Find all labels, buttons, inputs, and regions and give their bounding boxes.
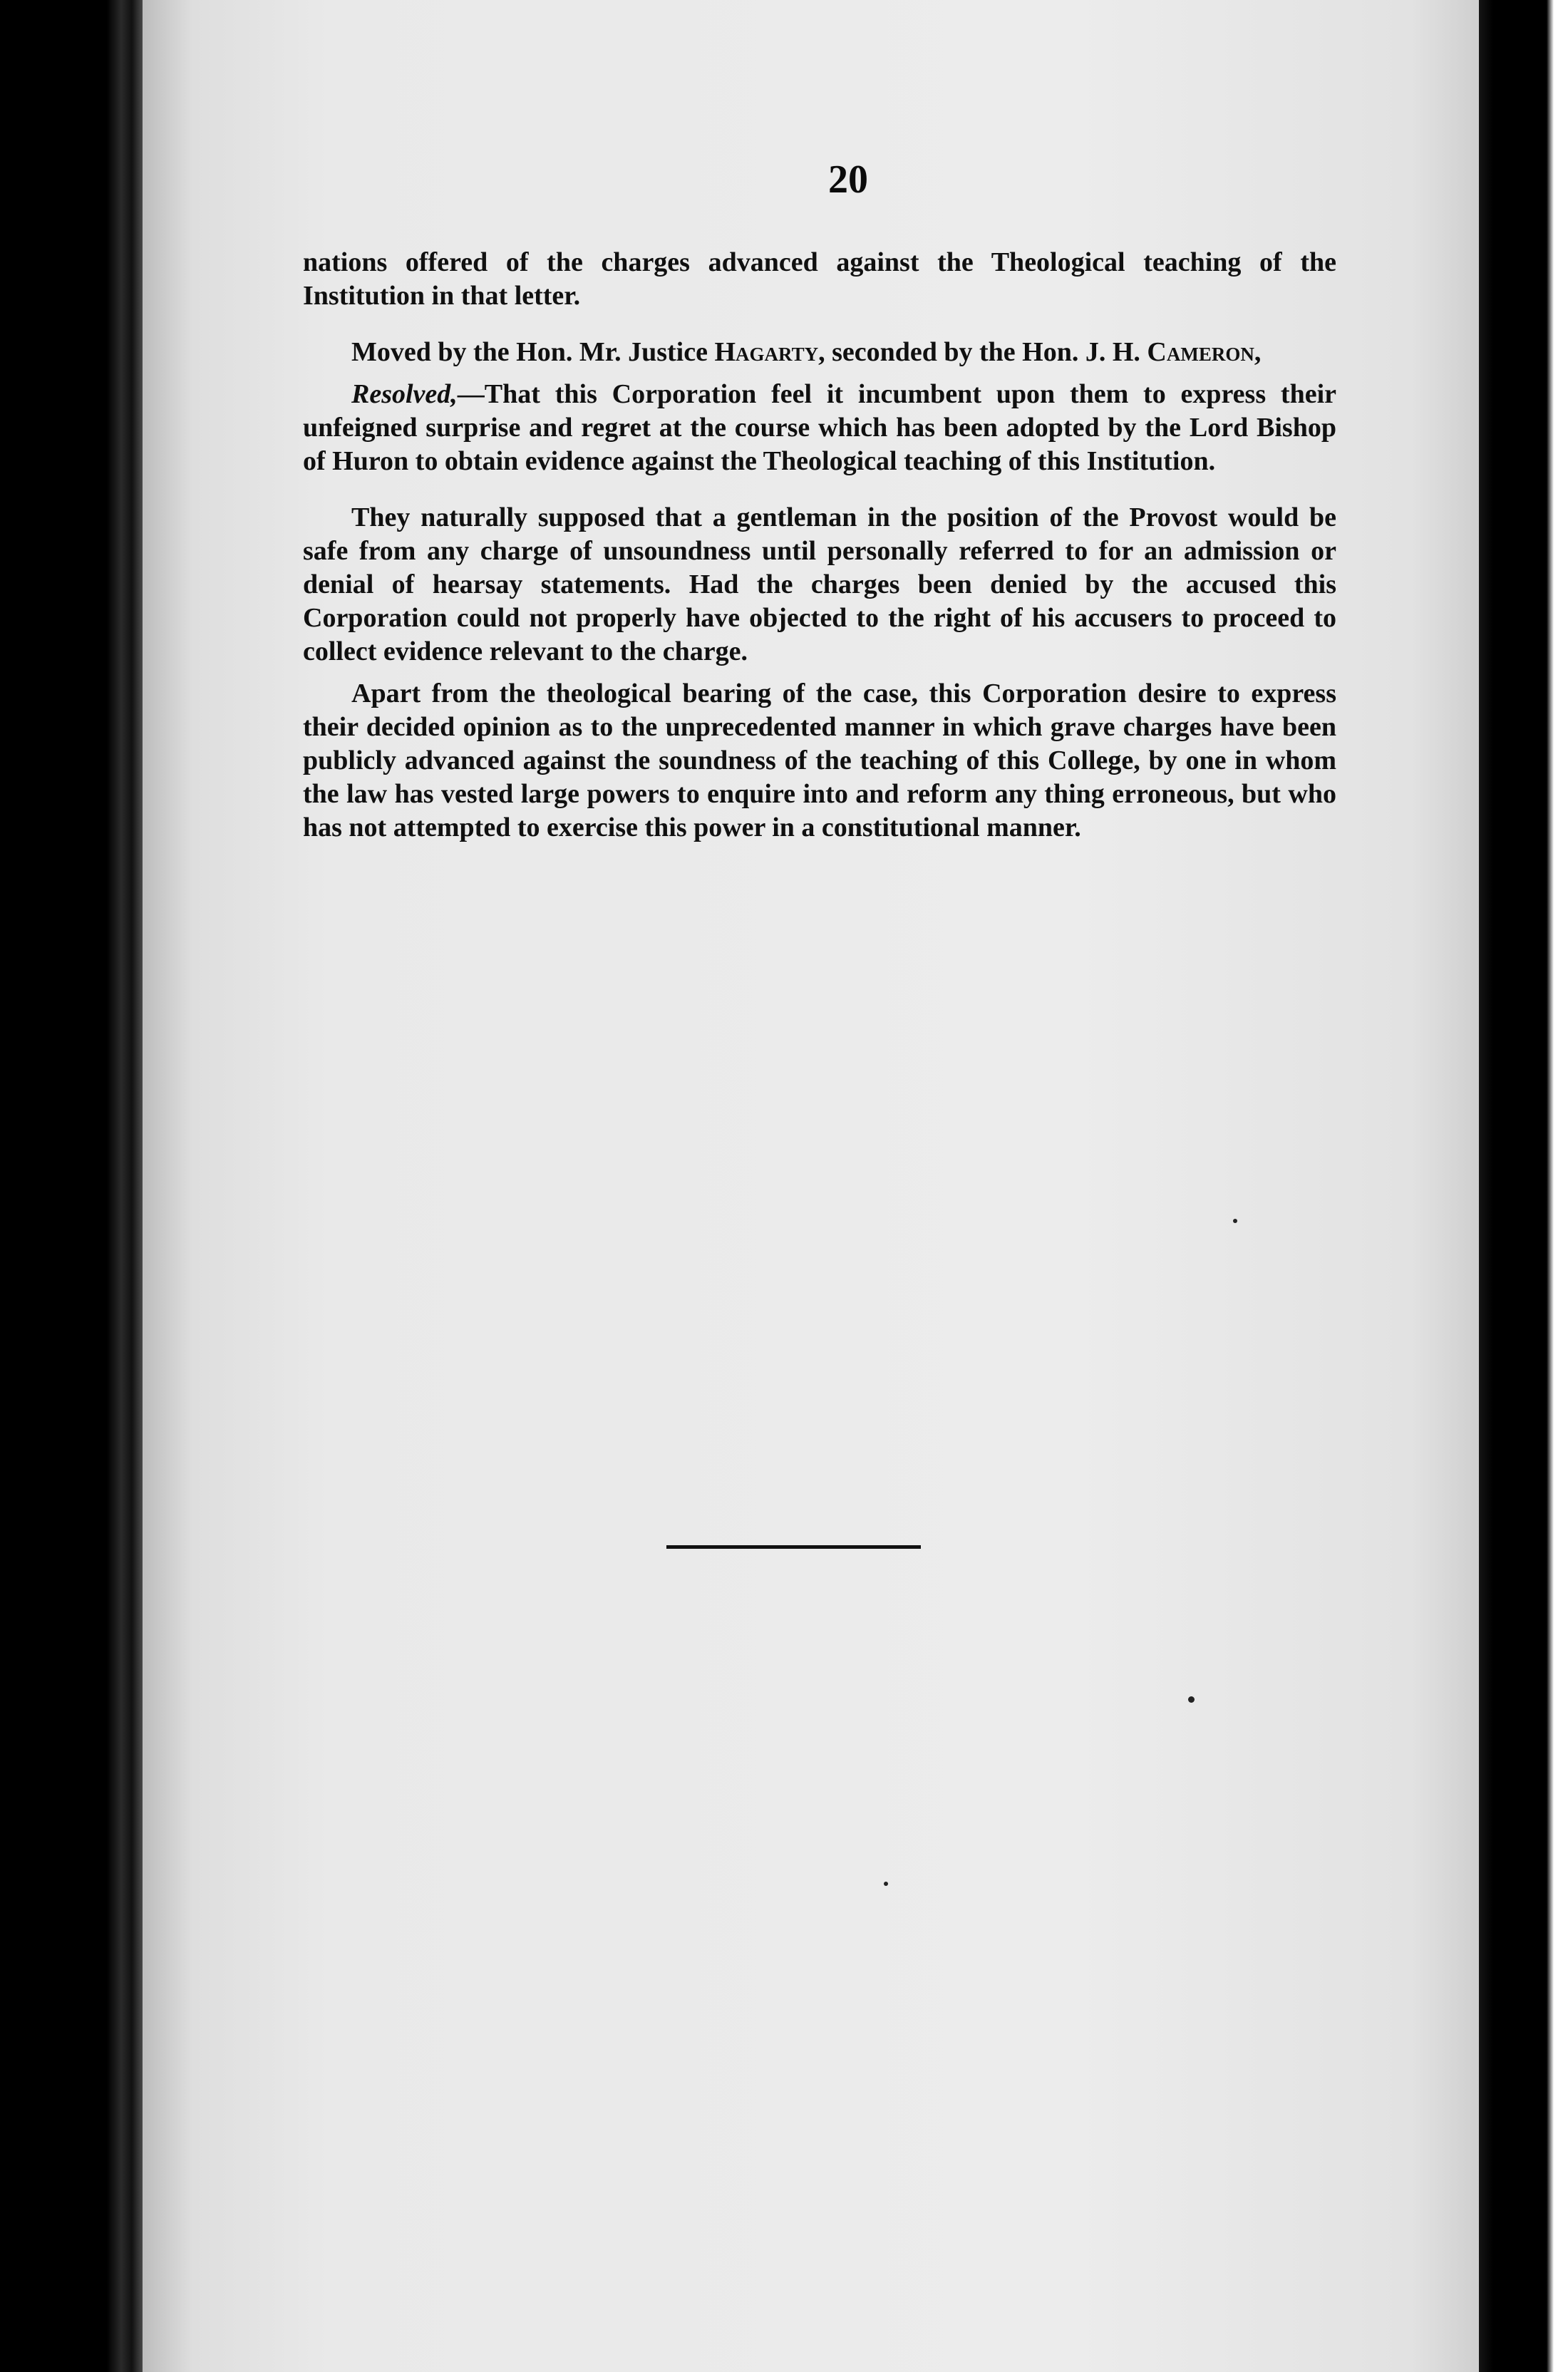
resolved-label: Resolved, xyxy=(351,379,458,409)
paragraph-continuation: nations offered of the charges advanced against the Theological teaching of the Institution in that letter. xyxy=(303,247,1336,311)
seconder-name: Cameron xyxy=(1147,337,1254,367)
document-page xyxy=(143,0,1479,2372)
scan-border-right xyxy=(1475,0,1568,2372)
body-text xyxy=(303,246,1336,845)
section-rule xyxy=(666,1545,921,1549)
scan-speck xyxy=(1233,1219,1237,1223)
scan-speck xyxy=(884,1882,888,1886)
paragraph-provost: They naturally supposed that a gentleman in the position of the Provost would be safe from any charge of unsoundness until personally referred to for an admission or denial of hearsay statements. Had the charges been denied by the accused this Corporation could not properly have objected to the right of his accusers to proceed to collect evidence relevant to the charge. xyxy=(303,502,1336,666)
mover-name: Hagarty xyxy=(714,337,819,367)
page-number: 20 xyxy=(828,158,868,202)
motion-middle: , seconded by the Hon. J. H. xyxy=(818,337,1147,367)
paragraph-resolved xyxy=(303,378,1336,478)
paragraph-apart: Apart from the theological bearing of the case, this Corporation desire to express their decided opinion as to the unprecedented manner in which grave charges have been publicly advanced against the soundness of the teaching of this College, by one in whom the law has vested large powers to enquire into and reform any thing erroneous, but who has not attempted to exercise this power in a constitutional manner. xyxy=(303,679,1336,842)
motion-end: , xyxy=(1254,337,1262,367)
motion-lead: Moved by the Hon. Mr. Justice xyxy=(351,337,715,367)
scan-speck xyxy=(1188,1696,1195,1703)
scan-border-left xyxy=(0,0,143,2372)
paragraph-motion xyxy=(303,336,1336,369)
resolved-text: —That this Corporation feel it incumbent upon them to express their unfeigned surprise and regret at the course which has been adopted by the Lord Bishop of Huron to obtain evidence against the Theological teaching of this Institution. xyxy=(303,379,1336,476)
